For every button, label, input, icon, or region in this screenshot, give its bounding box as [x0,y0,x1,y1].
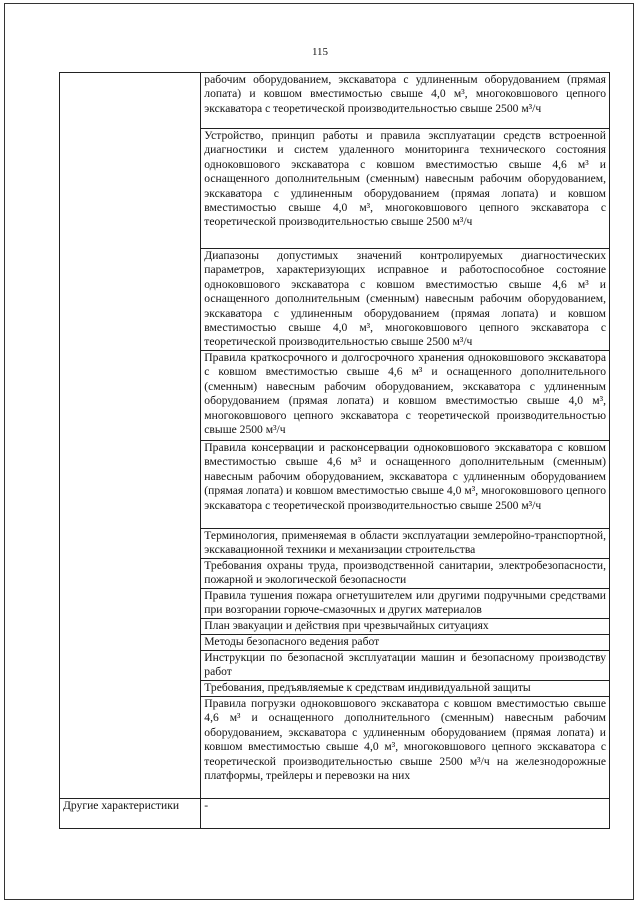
table-cell: Правила погрузки одноковшового экскаватора с ковшом вместимостью свыше 4,6 м³ и оснащенного дополнительного (сменным) навесным рабочим оборудованием, экскаватора с удлиненным оборудованием (прямая лопата) и ковшом вместимостью свыше 4,0 м³, многоковшового цепного экскаватора с теоретической производительностью свыше 2500 м³/ч на железнодорожные платформы, трейлеры и перевозки на них [201,697,610,799]
table-cell: Требования охраны труда, производственной санитарии, электробезопасности, пожарной и экологической безопасности [201,559,610,589]
table-cell: Правила консервации и расконсервации одноковшового экскаватора с ковшом вместимостью свыше 4,6 м³ и оснащенного дополнительным (сменным) навесным рабочим оборудованием, экскаватора с удлиненным оборудованием (прямая лопата) и ковшом вместимостью свыше 4,0 м³, многоковшового цепного экскаватора с теоретической производительностью свыше 2500 м³/ч [201,441,610,529]
knowledge-table [59,72,610,829]
table-cell: Устройство, принцип работы и правила эксплуатации средств встроенной диагностики и систем удаленного мониторинга технического состояния одноковшового экскаватора с ковшом вместимостью свыше 4,6 м³ и оснащенного дополнительным (сменным) навесным рабочим оборудованием, экскаватора с удлиненным оборудованием (прямая лопата) и ковшом вместимостью свыше 4,0 м³, многоковшового цепного экскаватора с теоретической производительностью свыше 2500 м³/ч [201,129,610,249]
page-number: 115 [311,46,329,58]
table-cell: Диапазоны допустимых значений контролируемых диагностических параметров, характеризующих исправное и работоспособное состояние одноковшового экскаватора с ковшом вместимостью свыше 4,6 м³ и оснащенного дополнительным (сменным) навесным рабочим оборудованием, экскаватора с удлиненным оборудованием (прямая лопата) и ковшом вместимостью свыше 4,0 м³, многоковшового цепного экскаватора с теоретической производительностью свыше 2500 м³/ч [201,249,610,351]
table-cell: Методы безопасного ведения работ [201,635,610,651]
table-cell: Требования, предъявляемые к средствам индивидуальной защиты [201,681,610,697]
left-cell-empty [60,73,201,799]
table-row [60,799,610,829]
table-cell: Инструкции по безопасной эксплуатации машин и безопасному производству работ [201,651,610,681]
table-cell: Правила тушения пожара огнетушителем или другими подручными средствами при возгорании горюче-смазочных и других материалов [201,589,610,619]
table-cell: - [201,799,610,829]
table-cell: План эвакуации и действия при чрезвычайных ситуациях [201,619,610,635]
table-cell: Терминология, применяемая в области эксплуатации землеройно-транспортной, экскавационной техники и механизации строительства [201,529,610,559]
table-cell: рабочим оборудованием, экскаватора с удлиненным оборудованием (прямая лопата) и ковшом вместимостью свыше 4,0 м³, многоковшового цепного экскаватора с теоретической производительностью свыше 2500 м³/ч [201,73,610,129]
table-cell: Правила краткосрочного и долгосрочного хранения одноковшового экскаватора с ковшом вместимостью свыше 4,6 м³ и оснащенного дополнительного (сменным) навесным рабочим оборудованием, экскаватора с удлиненным оборудованием (прямая лопата) и ковшом вместимостью свыше 4,0 м³, многоковшового цепного экскаватора с теоретической производительностью свыше 2500 м³/ч [201,351,610,441]
row-label-other-characteristics: Другие характеристики [60,799,201,829]
table-row [60,73,610,129]
